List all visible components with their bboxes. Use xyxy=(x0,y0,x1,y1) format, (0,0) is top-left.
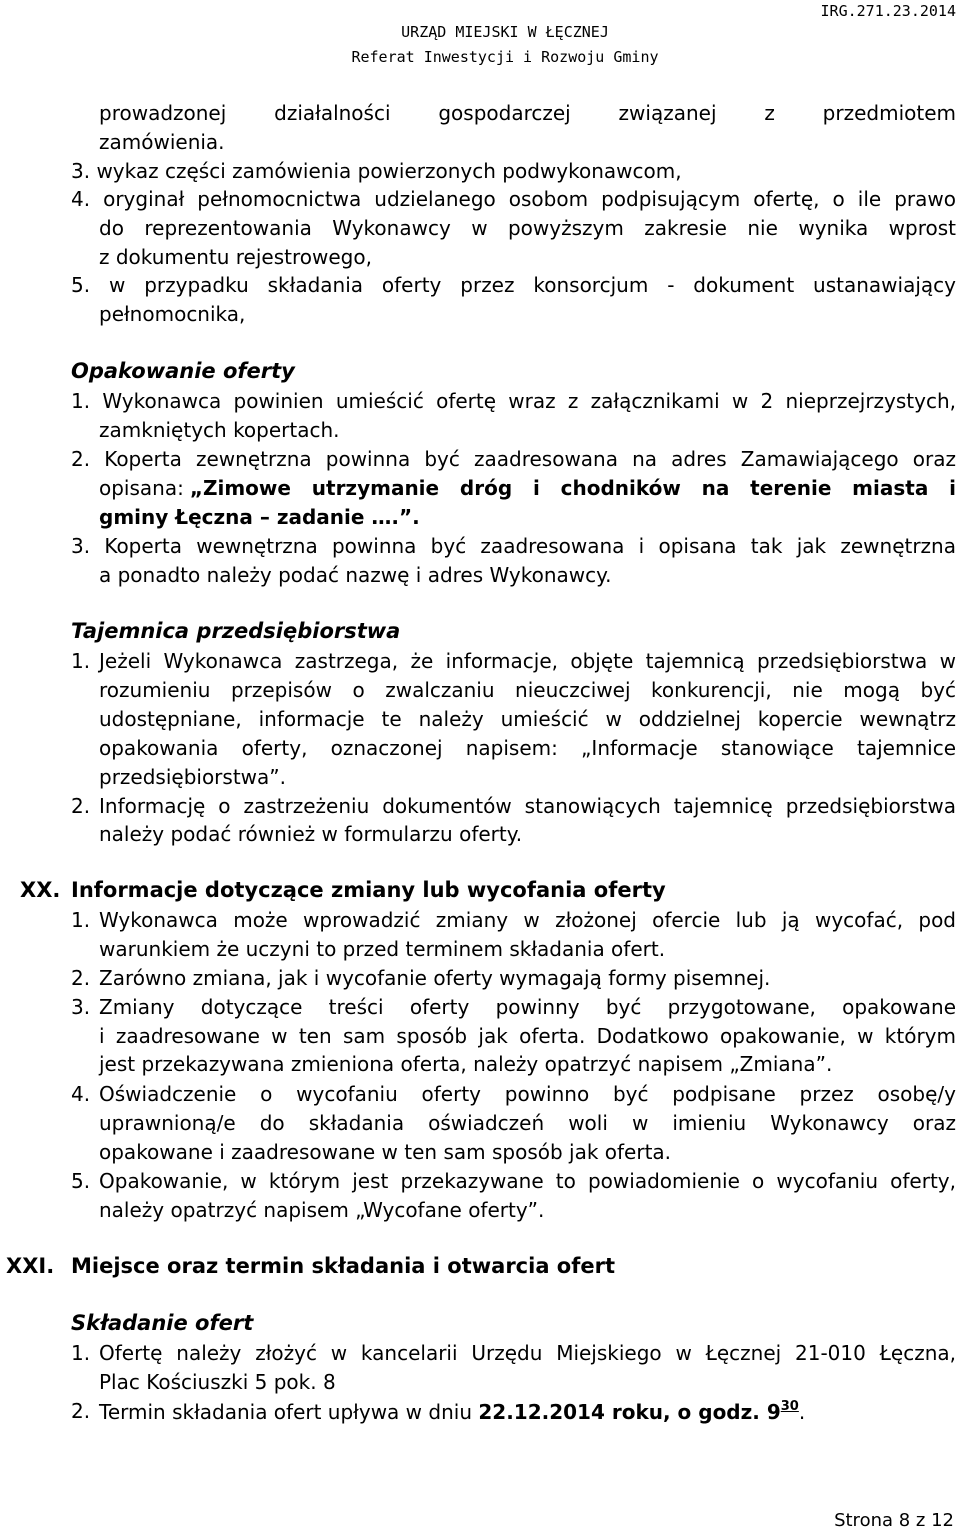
xx-item-3-line-3: jest przekazywana zmieniona oferta, należy opatrzyć napisem „Zmiana”. xyxy=(99,1052,833,1076)
deadline-end: . xyxy=(798,1400,806,1424)
secret-heading: Tajemnica przedsiębiorstwa xyxy=(71,619,401,643)
section-xx-title: Informacje dotyczące zmiany lub wycofania oferty xyxy=(71,878,666,902)
xxi-item-1-line-2: Plac Kościuszki 5 pok. 8 xyxy=(99,1370,336,1394)
intro-cont-line-2: zamówienia. xyxy=(99,130,225,154)
secret-item-1-line-4: opakowania oferty, oznaczonej napisem: „Informacje stanowiące tajemnice xyxy=(99,736,956,760)
xx-item-5-line-2: należy opatrzyć napisem „Wycofane oferty”. xyxy=(99,1198,545,1222)
xxi-item-1-num: 1. xyxy=(71,1341,91,1365)
xxi-item-2-line xyxy=(99,1399,805,1424)
intro-item-5-line-2: pełnomocnika, xyxy=(99,302,246,326)
intro-item-4-line-3: z dokumentu rejestrowego, xyxy=(99,245,372,269)
intro-item-4-line-2: do reprezentowania Wykonawcy w powyższym zakresie nie wynika wprost xyxy=(99,216,956,240)
secret-item-1-line-3: udostępniane, informacje te należy umieścić w oddzielnej kopercie wewnątrz xyxy=(99,707,956,731)
xx-item-4-num: 4. xyxy=(71,1082,91,1106)
department-name: Referat Inwestycji i Rozwoju Gminy xyxy=(351,48,659,66)
packaging-item-1-line-1: 1. Wykonawca powinien umieścić ofertę wraz z załącznikami w 2 nieprzejrzystych, xyxy=(71,389,956,413)
secret-item-2-num: 2. xyxy=(71,794,91,818)
section-xxi-number: XXI. xyxy=(6,1254,55,1278)
secret-item-1-line-2: rozumieniu przepisów o zwalczaniu nieuczciwej konkurencji, nie mogą być xyxy=(99,678,956,702)
xx-item-2-line-1: Zarówno zmiana, jak i wycofanie oferty wymagają formy pisemnej. xyxy=(99,966,771,990)
secret-item-2-line-1: Informację o zastrzeżeniu dokumentów stanowiących tajemnicę przedsiębiorstwa xyxy=(99,794,956,818)
xx-item-3-line-1: Zmiany dotyczące treści oferty powinny być przygotowane, opakowane xyxy=(99,995,956,1019)
secret-item-1-line-1: Jeżeli Wykonawca zastrzega, że informacje, objęte tajemnicą przedsiębiorstwa w xyxy=(99,649,956,673)
section-xx-number: XX. xyxy=(20,878,61,902)
secret-item-1-line-5: przedsiębiorstwa”. xyxy=(99,765,287,789)
packaging-item-1-line-2: zamkniętych kopertach. xyxy=(99,418,340,442)
xx-item-4-line-3: opakowane i zaadresowane w ten sam sposób jak oferta. xyxy=(99,1140,672,1164)
page-number: Strona 8 z 12 xyxy=(834,1510,954,1531)
xxi-item-1-line-1: Ofertę należy złożyć w kancelarii Urzędu Miejskiego w Łęcznej 21-010 Łęczna, xyxy=(99,1341,956,1365)
document-reference: IRG.271.23.2014 xyxy=(820,2,956,20)
xx-item-1-num: 1. xyxy=(71,908,91,932)
packaging-item-3-line-2: a ponadto należy podać nazwę i adres Wykonawcy. xyxy=(99,563,612,587)
section-xxi-title: Miejsce oraz termin składania i otwarcia ofert xyxy=(71,1254,616,1278)
xx-item-5-num: 5. xyxy=(71,1169,91,1193)
xx-item-4-line-1: Oświadczenie o wycofaniu oferty powinno być podpisane przez osobę/y xyxy=(99,1082,956,1106)
intro-item-5-line-1: 5. w przypadku składania oferty przez konsorcjum - dokument ustanawiający xyxy=(71,273,956,297)
page-header xyxy=(0,20,960,70)
xx-item-4-line-2: uprawnioną/e do składania oświadczeń woli w imieniu Wykonawcy oraz xyxy=(99,1111,956,1135)
xx-item-3-line-2: i zaadresowane w ten sam sposób jak oferta. Dodatkowo opakowanie, w którym xyxy=(99,1024,956,1048)
intro-item-4-line-1: 4. oryginał pełnomocnictwa udzielanego osobom podpisującym ofertę, o ile prawo xyxy=(71,187,956,211)
packaging-item-2-plain: opisana: xyxy=(99,476,184,500)
intro-cont-line-1: prowadzonej działalności gospodarczej związanej z przedmiotem xyxy=(99,101,956,125)
packaging-heading: Opakowanie oferty xyxy=(71,359,295,383)
xxi-item-2-num: 2. xyxy=(71,1399,91,1423)
packaging-item-2-title: „Zimowe utrzymanie dróg i chodników na terenie miasta i xyxy=(189,476,956,500)
deadline-date: 22.12.2014 roku, o godz. 9 xyxy=(478,1400,781,1424)
xx-item-5-line-1: Opakowanie, w którym jest przekazywane to powiadomienie o wycofaniu oferty, xyxy=(99,1169,956,1193)
packaging-item-2-line-1: 2. Koperta zewnętrzna powinna być zaadresowana na adres Zamawiającego oraz xyxy=(71,447,956,471)
xx-item-1-line-1: Wykonawca może wprowadzić zmiany w złożonej ofercie lub ją wycofać, pod xyxy=(99,908,956,932)
packaging-item-2-line-2 xyxy=(99,476,956,500)
xx-item-1-line-2: warunkiem że uczyni to przed terminem składania ofert. xyxy=(99,937,666,961)
xx-item-3-num: 3. xyxy=(71,995,91,1019)
packaging-item-3-line-1: 3. Koperta wewnętrzna powinna być zaadresowana i opisana tak jak zewnętrzna xyxy=(71,534,956,558)
office-name: URZĄD MIEJSKI W ŁĘCZNEJ xyxy=(401,23,609,41)
intro-item-3: 3. wykaz części zamówienia powierzonych podwykonawcom, xyxy=(71,159,682,183)
packaging-item-2-title-end: gminy Łęczna – zadanie ….”. xyxy=(99,505,420,529)
secret-item-1-num: 1. xyxy=(71,649,91,673)
deadline-minutes: 30 xyxy=(780,1399,799,1414)
xx-item-2-num: 2. xyxy=(71,966,91,990)
submission-heading: Składanie ofert xyxy=(71,1311,254,1335)
deadline-plain-text: Termin składania ofert upływa w dniu xyxy=(99,1400,479,1424)
secret-item-2-line-2: należy podać również w formularzu oferty. xyxy=(99,822,523,846)
packaging-item-2-line-3 xyxy=(99,505,420,529)
